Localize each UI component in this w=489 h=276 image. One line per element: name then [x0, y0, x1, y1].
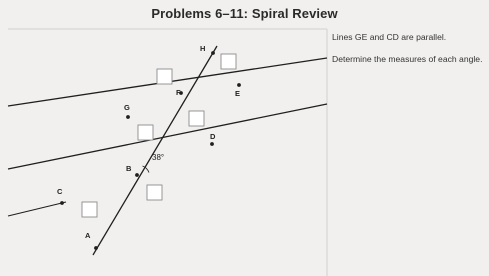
- label-C: C: [57, 187, 63, 196]
- line-CD: [8, 104, 327, 169]
- answer-box-2[interactable]: [157, 69, 172, 84]
- point-G: [126, 115, 130, 119]
- label-D: D: [210, 132, 216, 141]
- given-angle-label: 38°: [152, 153, 165, 162]
- label-H: H: [200, 44, 206, 53]
- answer-box-6[interactable]: [82, 202, 97, 217]
- page-title: Problems 6–11: Spiral Review: [151, 6, 338, 21]
- answer-box-1[interactable]: [221, 54, 236, 69]
- point-D: [210, 142, 214, 146]
- label-E: E: [235, 89, 241, 98]
- transversal-line: [93, 46, 217, 255]
- point-E: [237, 83, 241, 87]
- point-A: [94, 246, 98, 250]
- instruction-parallel-lines: Lines GE and CD are parallel.: [332, 32, 447, 42]
- answer-box-5[interactable]: [147, 185, 162, 200]
- label-F: F: [176, 88, 181, 97]
- point-C: [60, 201, 64, 205]
- label-B: B: [126, 164, 132, 173]
- segment-C: [8, 202, 66, 216]
- instruction-determine-angles: Determine the measures of each angle.: [332, 54, 483, 64]
- label-A: A: [85, 231, 91, 240]
- answer-box-4[interactable]: [138, 125, 153, 140]
- point-B: [135, 173, 139, 177]
- label-G: G: [124, 103, 130, 112]
- point-H: [211, 51, 215, 55]
- answer-box-3[interactable]: [189, 111, 204, 126]
